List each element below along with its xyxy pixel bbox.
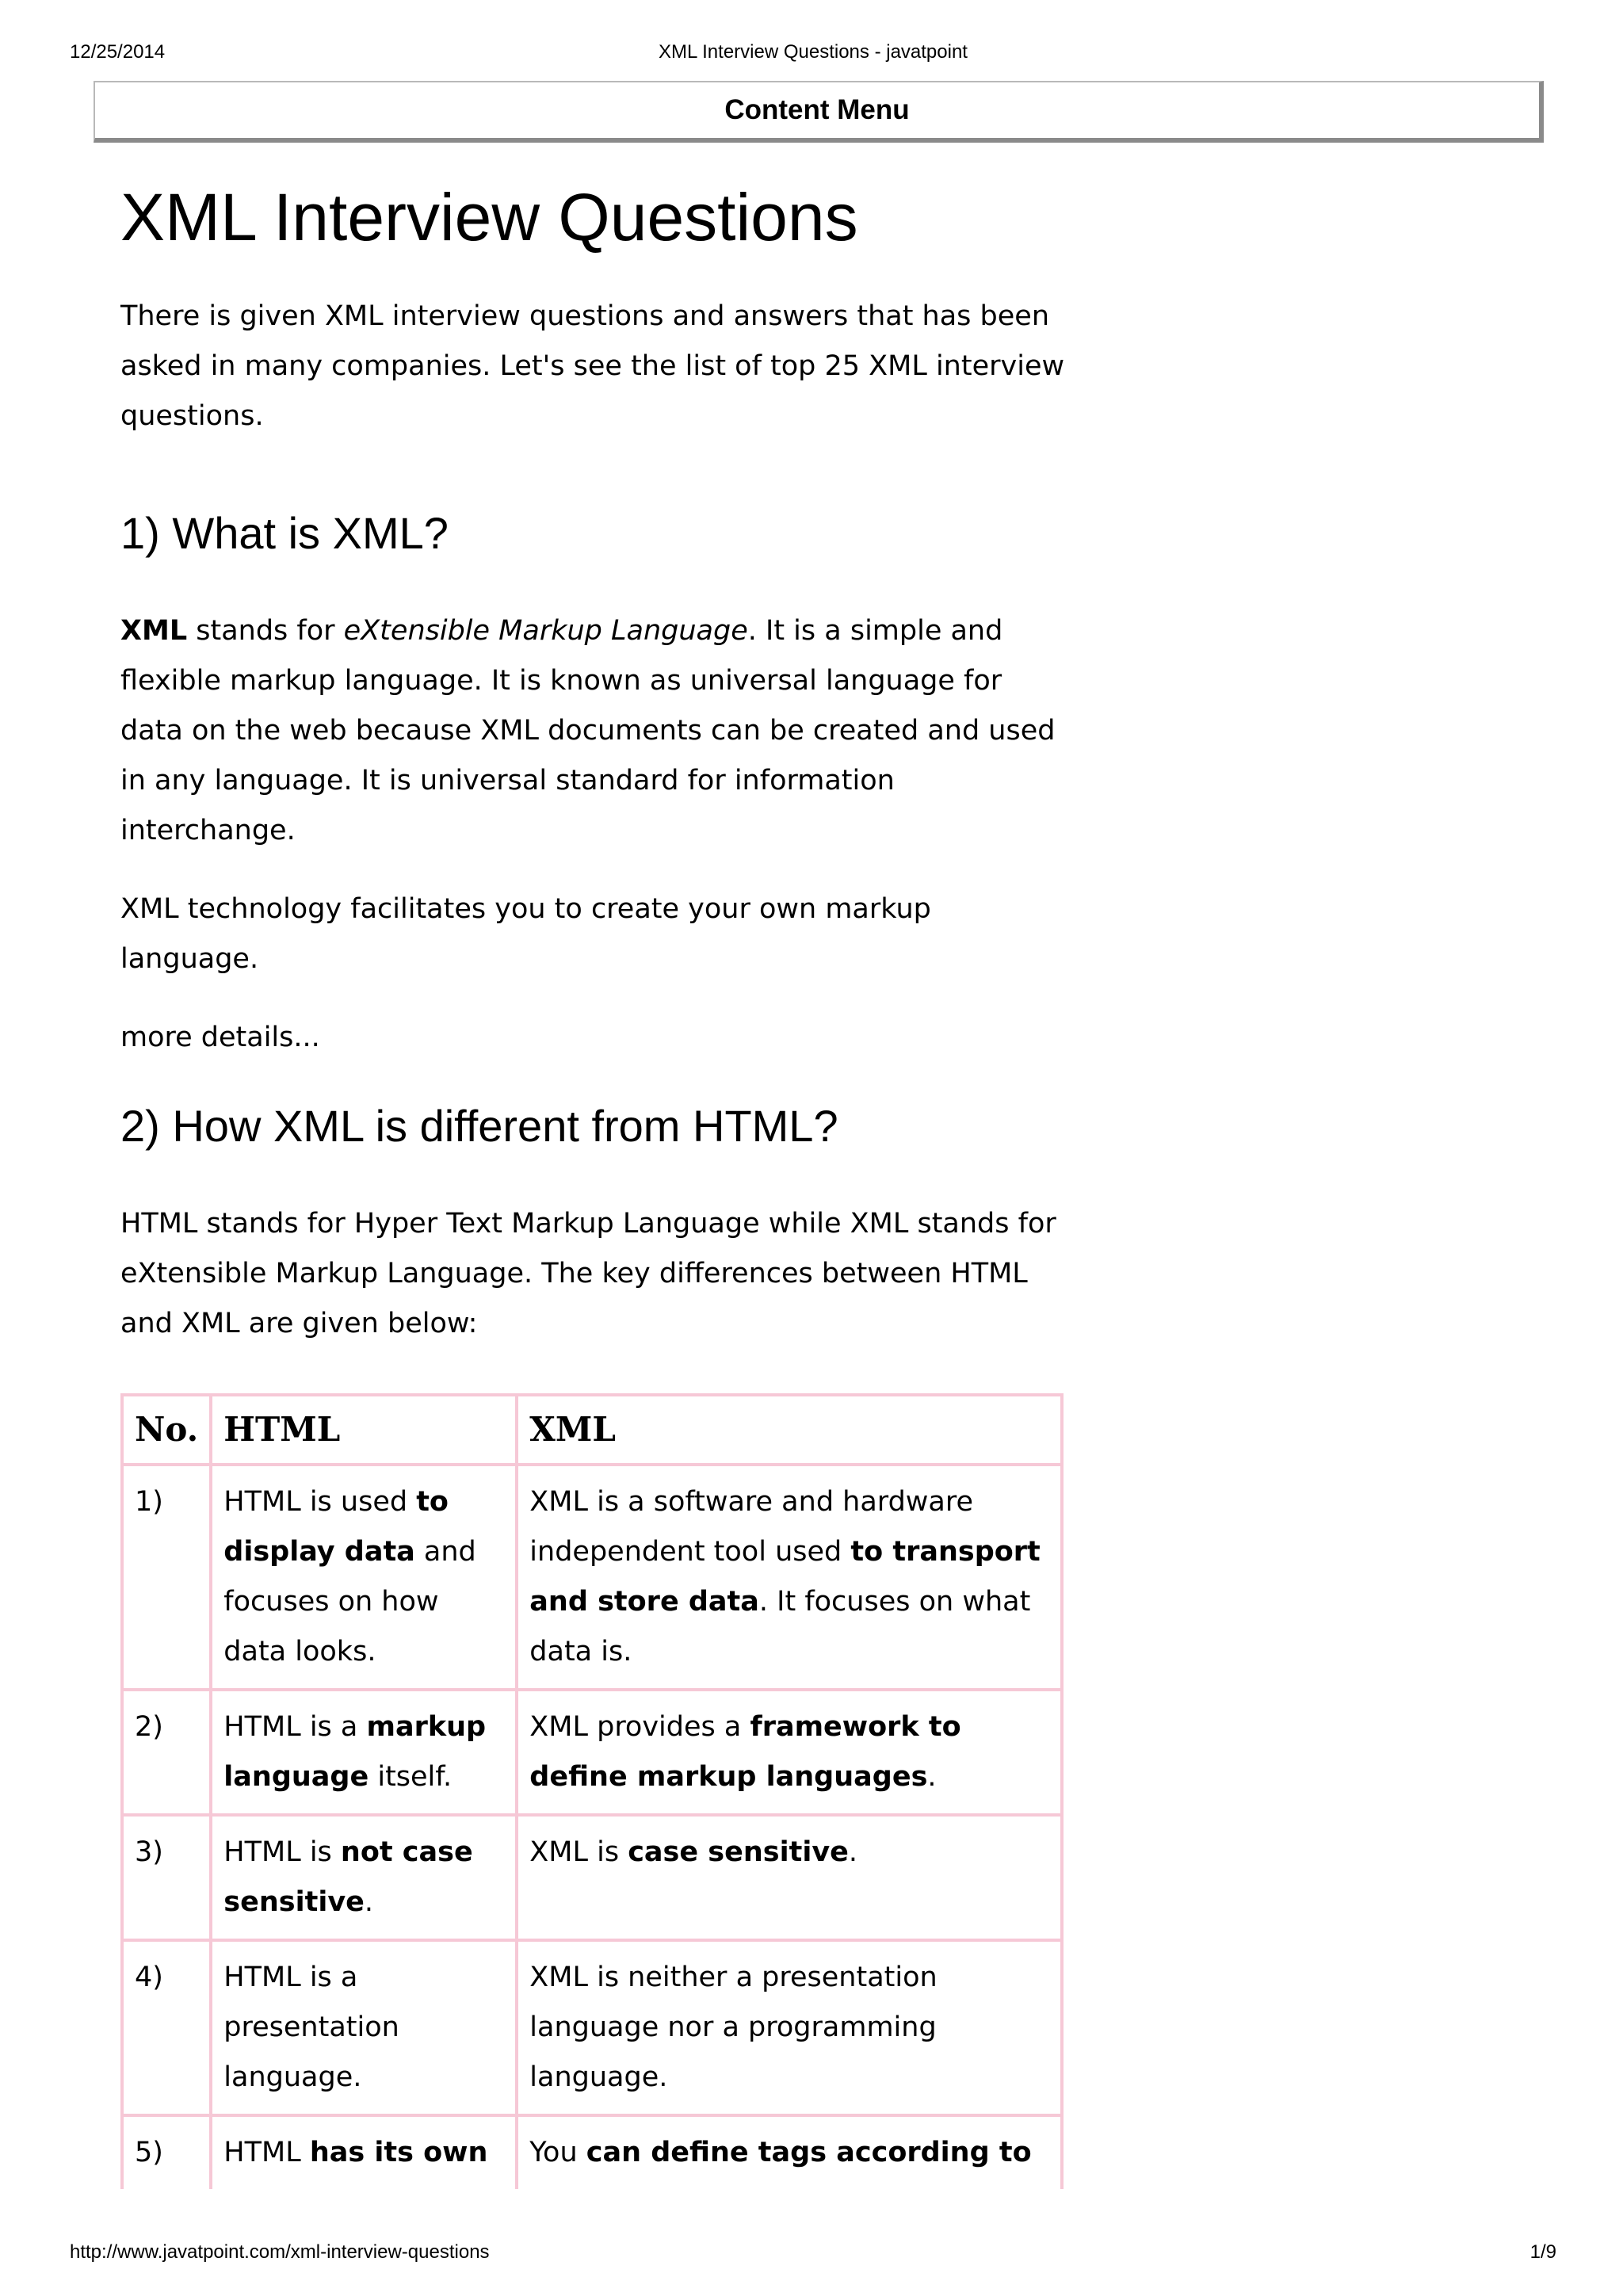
- table-row: [122, 1465, 1062, 1690]
- bold-text: can define tags according to: [586, 2137, 1032, 2168]
- question-2-intro: HTML stands for Hyper Text Markup Language while XML stands for eXtensible Markup Language. The key differences between HTML and XML are given below:: [120, 1208, 1056, 1339]
- cell-xml: [517, 1815, 1062, 1940]
- text-run: HTML: [223, 2137, 310, 2168]
- text-run: HTML is a presentation language.: [223, 1962, 399, 2093]
- cell-no: 1): [122, 1465, 211, 1690]
- cell-xml: [517, 1465, 1062, 1690]
- text-run: HTML is a: [223, 1711, 367, 1743]
- header-no: No.: [122, 1395, 211, 1465]
- text-run: You: [529, 2137, 586, 2168]
- question-1-heading: 1) What is XML?: [120, 508, 449, 558]
- bold-text: not case sensitive: [223, 1836, 473, 1918]
- cell-xml: [517, 2115, 1062, 2189]
- cell-html: [211, 1465, 517, 1690]
- bold-text: case sensitive: [628, 1836, 849, 1868]
- cell-no: 5): [122, 2115, 211, 2189]
- page-number: 1/9: [1529, 2241, 1556, 2263]
- article: [120, 173, 1071, 2189]
- text-run: XML is neither a presentation language nor a programming language.: [529, 1962, 938, 2093]
- bold-text: to transport and store data: [529, 1536, 1041, 1618]
- cell-html: [211, 2115, 517, 2189]
- intro-paragraph: There is given XML interview questions and answers that has been asked in many companies. Let's see the list of top 25 XML interview questions.: [120, 300, 1065, 432]
- content-menu-button[interactable]: [94, 81, 1544, 143]
- print-doc-title: XML Interview Questions - javatpoint: [659, 41, 968, 63]
- table-row: [122, 2115, 1062, 2189]
- more-details-link[interactable]: more details...: [120, 1022, 320, 1053]
- italic-text: eXtensible Markup Language: [343, 615, 748, 647]
- text-run: XML is a software and hardware independent tool used: [529, 1486, 974, 1568]
- text-run: and focuses on how data looks.: [223, 1536, 476, 1668]
- header-xml: XML: [517, 1395, 1062, 1465]
- question-1-answer: [120, 606, 1071, 856]
- print-header: [70, 41, 1556, 67]
- question-2-heading: 2) How XML is different from HTML?: [120, 1101, 838, 1151]
- table-header-row: [122, 1395, 1062, 1465]
- text-run: .: [927, 1761, 937, 1793]
- cell-xml: [517, 1940, 1062, 2115]
- table-row: [122, 1940, 1062, 2115]
- text-run: HTML is used: [223, 1486, 417, 1518]
- text-run: HTML is: [223, 1836, 341, 1868]
- page-title: XML Interview Questions: [120, 180, 858, 254]
- text-run: .: [848, 1836, 858, 1868]
- text-run: stands for: [187, 615, 344, 647]
- text-run: . It focuses on what data is.: [529, 1586, 1031, 1668]
- content-menu-label: Content Menu: [724, 94, 910, 125]
- table-row: [122, 1690, 1062, 1815]
- bold-text: has its own: [309, 2137, 488, 2168]
- cell-no: 4): [122, 1940, 211, 2115]
- text-run: .: [364, 1886, 374, 1918]
- bold-text: to display data: [223, 1486, 449, 1568]
- text-run: XML provides a: [529, 1711, 750, 1743]
- table-row: [122, 1815, 1062, 1940]
- cell-html: [211, 1690, 517, 1815]
- text-run: itself.: [369, 1761, 453, 1793]
- text-run: XML is: [529, 1836, 628, 1868]
- header-html: HTML: [211, 1395, 517, 1465]
- bold-text: XML: [120, 615, 188, 647]
- comparison-table: [120, 1393, 1064, 2189]
- more-details-row: [120, 1013, 1071, 1063]
- print-date: 12/25/2014: [70, 41, 166, 63]
- cell-no: 2): [122, 1690, 211, 1815]
- bold-text: framework to define markup languages: [529, 1711, 961, 1793]
- print-url: http://www.javatpoint.com/xml-interview-questions: [70, 2241, 490, 2263]
- text-run: . It is a simple and flexible markup language. It is known as universal language for data on the web because XML documents can be created and used in any language. It is universal standard for information interchange.: [120, 615, 1056, 846]
- print-footer: [70, 2241, 1556, 2267]
- cell-no: 3): [122, 1815, 211, 1940]
- cell-xml: [517, 1690, 1062, 1815]
- bold-text: markup language: [223, 1711, 487, 1793]
- question-1-note: XML technology facilitates you to create your own markup language.: [120, 893, 931, 975]
- cell-html: [211, 1940, 517, 2115]
- cell-html: [211, 1815, 517, 1940]
